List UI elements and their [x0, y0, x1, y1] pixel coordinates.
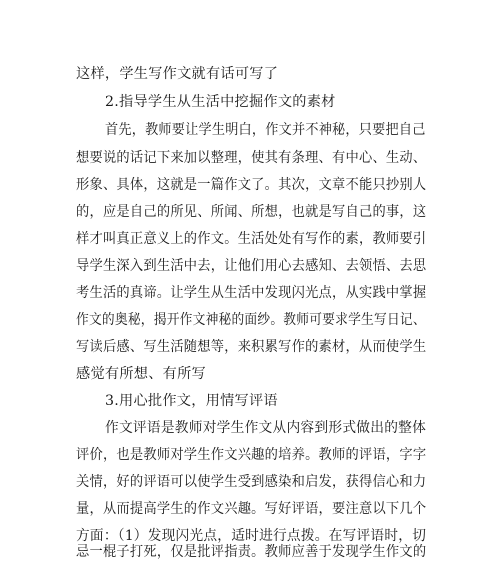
text-line: 的，应是自己的所见、所闻、所想，也就是写自己的事，这 — [76, 204, 427, 220]
text-line: 导学生深入到生活中去，让他们用心去感知、去领悟、去思 — [76, 258, 427, 274]
text-line: 量，从而提高学生的作文兴趣。写好评语，要注意以下几个 — [76, 501, 427, 517]
text-line: 写读后感、写生活随想等，来积累写作的素材，从而使学生 — [76, 339, 427, 355]
section-heading: 2.指导学生从生活中挖掘作文的素材 — [105, 94, 336, 110]
text-line: 样才叫真正意义上的作文。生活处处有写作的素，教师要引 — [76, 231, 427, 247]
text-line: 忌一棍子打死，仅是批评指责。教师应善于发现学生作文的 — [76, 544, 427, 560]
paragraph-first-line: 作文评语是教师对学生作文从内容到形式做出的整体 — [105, 420, 427, 436]
text-line: 方面：（1）发现闪光点，适时进行点拨。在写评语时，切 — [76, 528, 427, 544]
paragraph-first-line: 首先，教师要让学生明白，作文并不神秘，只要把自己 — [105, 122, 426, 138]
text-line: 形象、具体，这就是一篇作文了。其次，文章不能只抄别人 — [76, 177, 427, 193]
text-line: 评价，也是教师对学生作文兴趣的培养。教师的评语，字字 — [76, 447, 427, 463]
text-line: 作文的奥秘，揭开作文神秘的面纱。教师可要求学生写日记、 — [76, 312, 426, 328]
text-line: 考生活的真谛。让学生从生活中发现闪光点，从实践中掌握 — [76, 285, 427, 301]
section-heading: 3.用心批作文，用情写评语 — [105, 393, 278, 409]
text-line: 感觉有所想、有所写 — [76, 366, 206, 382]
text-line: 想要说的话记下来加以整理，使其有条理、有中心、生动、 — [76, 150, 427, 166]
text-line: 关情，好的评语可以使学生受到感染和启发，获得信心和力 — [76, 474, 427, 490]
text-line: 这样，学生写作文就有话可写了 — [76, 66, 279, 82]
